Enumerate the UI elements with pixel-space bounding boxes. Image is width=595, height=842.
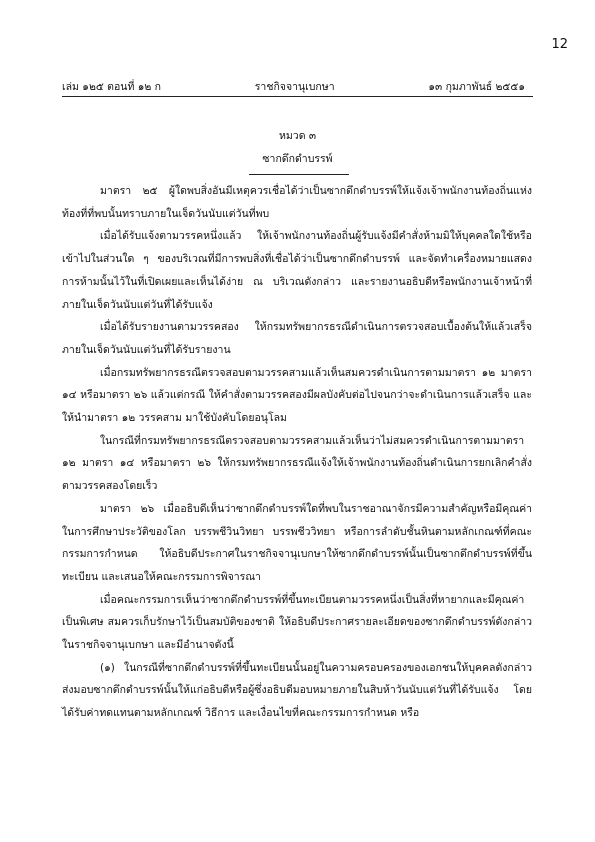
page-number: 12 — [551, 37, 568, 52]
header-volume: เล่ม ๑๒๕ ตอนที่ ๑๒ ก — [62, 81, 161, 93]
paragraph: เมื่อคณะกรรมการเห็นว่าซากดึกดำบรรพ์ที่ขึ้นทะเบียนตามวรรคหนึ่งเป็นสิ่งที่หายากและมีคุณค่าเป็นพิเศษ สมควรเก็บรักษาไว้เป็นสมบัติของชาติ ให้อธิบดีประกาศรายละเอียดของซากดึกดำบรรพ์ดังกล่าวในราชกิจจานุเบกษา และมีอำนาจดังนี้ — [62, 593, 532, 652]
chapter-title: หมวด ๓ — [278, 130, 317, 142]
header-rule — [62, 96, 533, 97]
paragraph: เมื่อได้รับแจ้งตามวรรคหนึ่งแล้ว ให้เจ้าพนักงานท้องถิ่นผู้รับแจ้งมีคำสั่งห้ามมิให้บุคคลใดใช้หรือเข้าไปในส่วนใด ๆ ของบริเวณที่มีการพบสิ่งที่เชื่อได้ว่าเป็นซากดึกดำบรรพ์ และจัดทำเครื่องหมายแสดงการห้ามนั้นไว้ในที่เปิดเผยและเห็นได้ง่าย ณ บริเวณดังกล่าว และรายงานอธิบดีหรือพนักงานเจ้าหน้าที่ภายในเจ็ดวันนับแต่วันที่ได้รับแจ้ง — [62, 230, 532, 311]
header-date: ๑๓ กุมภาพันธ์ ๒๕๕๑ — [428, 81, 525, 93]
running-header — [62, 78, 525, 95]
chapter-subtitle: ซากดึกดำบรรพ์ — [262, 153, 333, 165]
paragraph-item-1: (๑) ในกรณีที่ซากดึกดำบรรพ์ที่ขึ้นทะเบียนนั้นอยู่ในความครอบครองของเอกชนให้บุคคลดังกล่าวส่งมอบซากดึกดำบรรพ์นั้นให้แก่อธิบดีหรือผู้ซึ่งอธิบดีมอบหมายภายในสิบห้าวันนับแต่วันที่ได้รับแจ้ง โดยได้รับค่าทดแทนตามหลักเกณฑ์ วิธีการ และเงื่อนไขที่คณะกรรมการกำหนด หรือ — [62, 661, 532, 720]
paragraph-section-25: มาตรา ๒๕ ผู้ใดพบสิ่งอันมีเหตุควรเชื่อได้ว่าเป็นซากดึกดำบรรพ์ให้แจ้งเจ้าพนักงานท้องถิ่นแห่งท้องที่ที่พบนั้นทราบภายในเจ็ดวันนับแต่วันที่พบ — [62, 185, 532, 220]
paragraph-section-26: มาตรา ๒๖ เมื่ออธิบดีเห็นว่าซากดึกดำบรรพ์ใดที่พบในราชอาณาจักรมีความสำคัญหรือมีคุณค่าในการศึกษาประวัติของโลก บรรพชีวินวิทยา บรรพชีววิทยา หรือการลำดับชั้นหินตามหลักเกณฑ์ที่คณะกรรมการกำหนด ให้อธิบดีประกาศในราชกิจจานุเบกษาให้ซากดึกดำบรรพ์นั้นเป็นซากดึกดำบรรพ์ที่ขึ้นทะเบียน และเสนอให้คณะกรรมการพิจารณา — [62, 502, 532, 583]
body-text — [62, 180, 532, 725]
title-rule — [249, 174, 349, 175]
header-publication: ราชกิจจานุเบกษา — [254, 81, 335, 93]
paragraph: เมื่อได้รับรายงานตามวรรคสอง ให้กรมทรัพยากรธรณีดำเนินการตรวจสอบเบื้องต้นให้แล้วเสร็จภายในเจ็ดวันนับแต่วันที่ได้รับรายงาน — [62, 321, 532, 356]
paragraph: เมื่อกรมทรัพยากรธรณีตรวจสอบตามวรรคสามแล้วเห็นสมควรดำเนินการตามมาตรา ๑๒ มาตรา ๑๔ หรือมาตรา ๒๖ แล้วแต่กรณี ให้คำสั่งตามวรรคสองมีผลบังคับต่อไปจนกว่าจะดำเนินการแล้วเสร็จ และให้นำมาตรา ๑๒ วรรคสาม มาใช้บังคับโดยอนุโลม — [62, 366, 532, 425]
paragraph: ในกรณีที่กรมทรัพยากรธรณีตรวจสอบตามวรรคสามแล้วเห็นว่าไม่สมควรดำเนินการตามมาตรา ๑๒ มาตรา ๑๔ หรือมาตรา ๒๖ ให้กรมทรัพยากรธรณีแจ้งให้เจ้าพนักงานท้องถิ่นดำเนินการยกเลิกคำสั่งตามวรรคสองโดยเร็ว — [62, 434, 532, 493]
